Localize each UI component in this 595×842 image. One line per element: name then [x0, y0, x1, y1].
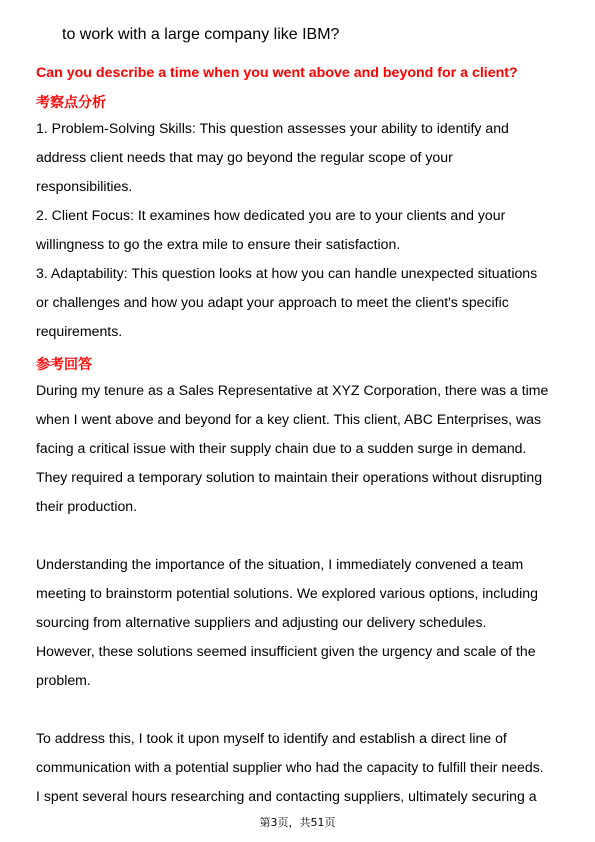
- answer-line: During my tenure as a Sales Representative at XYZ Corporation, there was a time: [36, 382, 549, 398]
- analysis-line: address client needs that may go beyond the regular scope of your: [36, 149, 453, 165]
- answer-heading: 参考回答: [36, 357, 92, 373]
- answer-paragraph: [36, 724, 561, 811]
- answer-line: facing a critical issue with their supply chain due to a sudden surge in demand.: [36, 440, 527, 456]
- analysis-line: 3. Adaptability: This question looks at how you can handle unexpected situations: [36, 265, 538, 281]
- answer-line: problem.: [36, 672, 91, 688]
- page-number: 第3页，共51页: [259, 816, 336, 829]
- answer-paragraph: [36, 550, 561, 695]
- answer-line: However, these solutions seemed insufficient given the urgency and scale of the: [36, 643, 536, 659]
- answer-line: communication with a potential supplier who had the capacity to fulfill their needs.: [36, 759, 544, 775]
- answer-line: their production.: [36, 498, 138, 514]
- answer-line: Understanding the importance of the situation, I immediately convened a team: [36, 556, 524, 572]
- answer-line: meeting to brainstorm potential solutions. We explored various options, including: [36, 585, 538, 601]
- answer-line: sourcing from alternative suppliers and adjusting our delivery schedules.: [36, 614, 487, 630]
- analysis-line: 2. Client Focus: It examines how dedicated you are to your clients and your: [36, 207, 506, 223]
- analysis-line: responsibilities.: [36, 178, 133, 194]
- previous-question-tail: to work with a large company like IBM?: [62, 26, 340, 43]
- analysis-line: or challenges and how you adapt your approach to meet the client's specific: [36, 294, 509, 310]
- answer-paragraph: [36, 376, 561, 521]
- analysis-line: requirements.: [36, 323, 123, 339]
- answer-line: To address this, I took it upon myself to identify and establish a direct line of: [36, 730, 507, 746]
- answer-line: I spent several hours researching and contacting suppliers, ultimately securing a: [36, 788, 537, 804]
- answer-line: They required a temporary solution to maintain their operations without disrupting: [36, 469, 543, 485]
- analysis-heading: 考察点分析: [36, 95, 106, 111]
- analysis-line: 1. Problem-Solving Skills: This question assesses your ability to identify and: [36, 120, 509, 136]
- question-heading: Can you describe a time when you went above and beyond for a client?: [36, 65, 518, 81]
- analysis-line: willingness to go the extra mile to ensure their satisfaction.: [36, 236, 401, 252]
- answer-line: when I went above and beyond for a key client. This client, ABC Enterprises, was: [36, 411, 542, 427]
- analysis-points: [36, 114, 561, 346]
